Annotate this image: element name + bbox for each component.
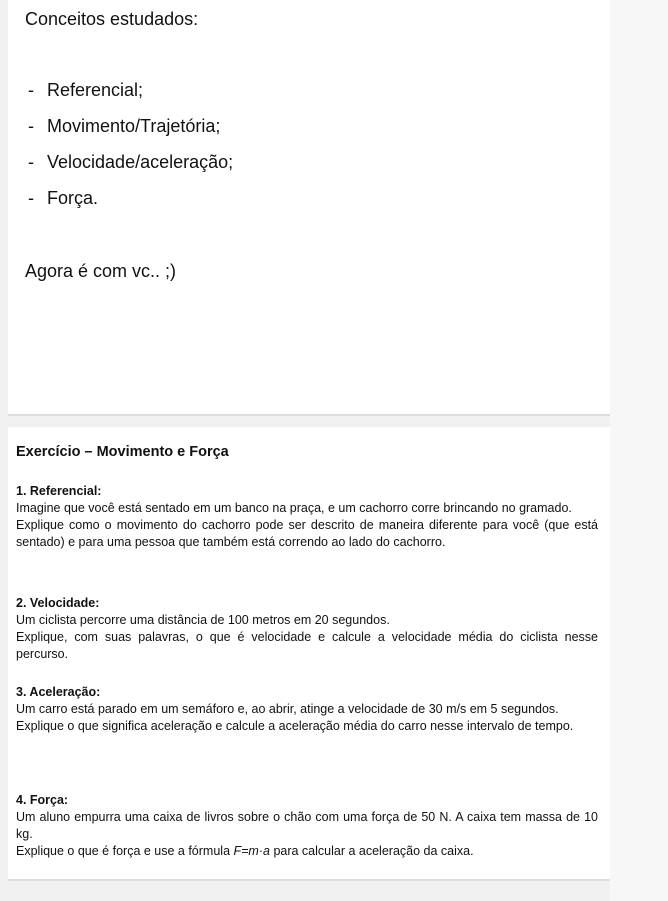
page-exercises [8, 427, 610, 881]
concepts-list [25, 79, 233, 223]
section-paragraph-formula [16, 843, 598, 860]
background-margin [610, 0, 668, 901]
text-run: para calcular a aceleração da caixa. [269, 844, 474, 858]
section-paragraph: Explique como o movimento do cachorro pode ser descrito de maneira diferente para você (que está sentado) e para uma pessoa que também está correndo ao lado do cachorro. [16, 518, 598, 549]
section-paragraph: Imagine que você está sentado em um banco na praça, e um cachorro corre brincando no gramado. [16, 501, 572, 515]
page-concepts [8, 0, 610, 416]
concepts-heading: Conceitos estudados: [25, 9, 199, 29]
section-title: 4. Força: [16, 793, 69, 807]
concept-label: Referencial; [47, 80, 144, 100]
section-title: 3. Aceleração: [16, 685, 101, 699]
section-paragraph: Explique, com suas palavras, o que é velocidade e calcule a velocidade média do ciclista nesse percurso. [16, 630, 598, 661]
section-paragraph: Explique o que significa aceleração e calcule a aceleração média do carro nesse intervalo de tempo. [16, 719, 574, 733]
exercise-title: Exercício – Movimento e Força [16, 444, 229, 460]
list-dash: - [28, 80, 34, 100]
section-paragraph: Um aluno empurra uma caixa de livros sobre o chão com uma força de 50 N. A caixa tem massa de 10 kg. [16, 810, 598, 841]
section-title: 1. Referencial: [16, 484, 102, 498]
section-referencial [16, 483, 598, 551]
section-forca [16, 792, 598, 860]
section-aceleracao [16, 684, 598, 735]
formula: F=m·a [233, 844, 270, 858]
list-item [25, 79, 233, 115]
list-item [25, 187, 233, 223]
section-paragraph: Um ciclista percorre uma distância de 100 metros em 20 segundos. [16, 613, 390, 627]
list-dash: - [28, 188, 34, 208]
section-paragraph: Um carro está parado em um semáforo e, ao abrir, atinge a velocidade de 30 m/s em 5 segundos. [16, 702, 559, 716]
section-title: 2. Velocidade: [16, 596, 100, 610]
section-velocidade [16, 595, 598, 663]
list-dash: - [28, 152, 34, 172]
closing-note: Agora é com vc.. ;) [25, 261, 177, 281]
list-item [25, 115, 233, 151]
concept-label: Movimento/Trajetória; [47, 116, 221, 136]
list-dash: - [28, 116, 34, 136]
text-run: Explique o que é força e use a fórmula [16, 844, 234, 858]
list-item [25, 151, 233, 187]
concept-label: Velocidade/aceleração; [47, 152, 234, 172]
concept-label: Força. [47, 188, 99, 208]
